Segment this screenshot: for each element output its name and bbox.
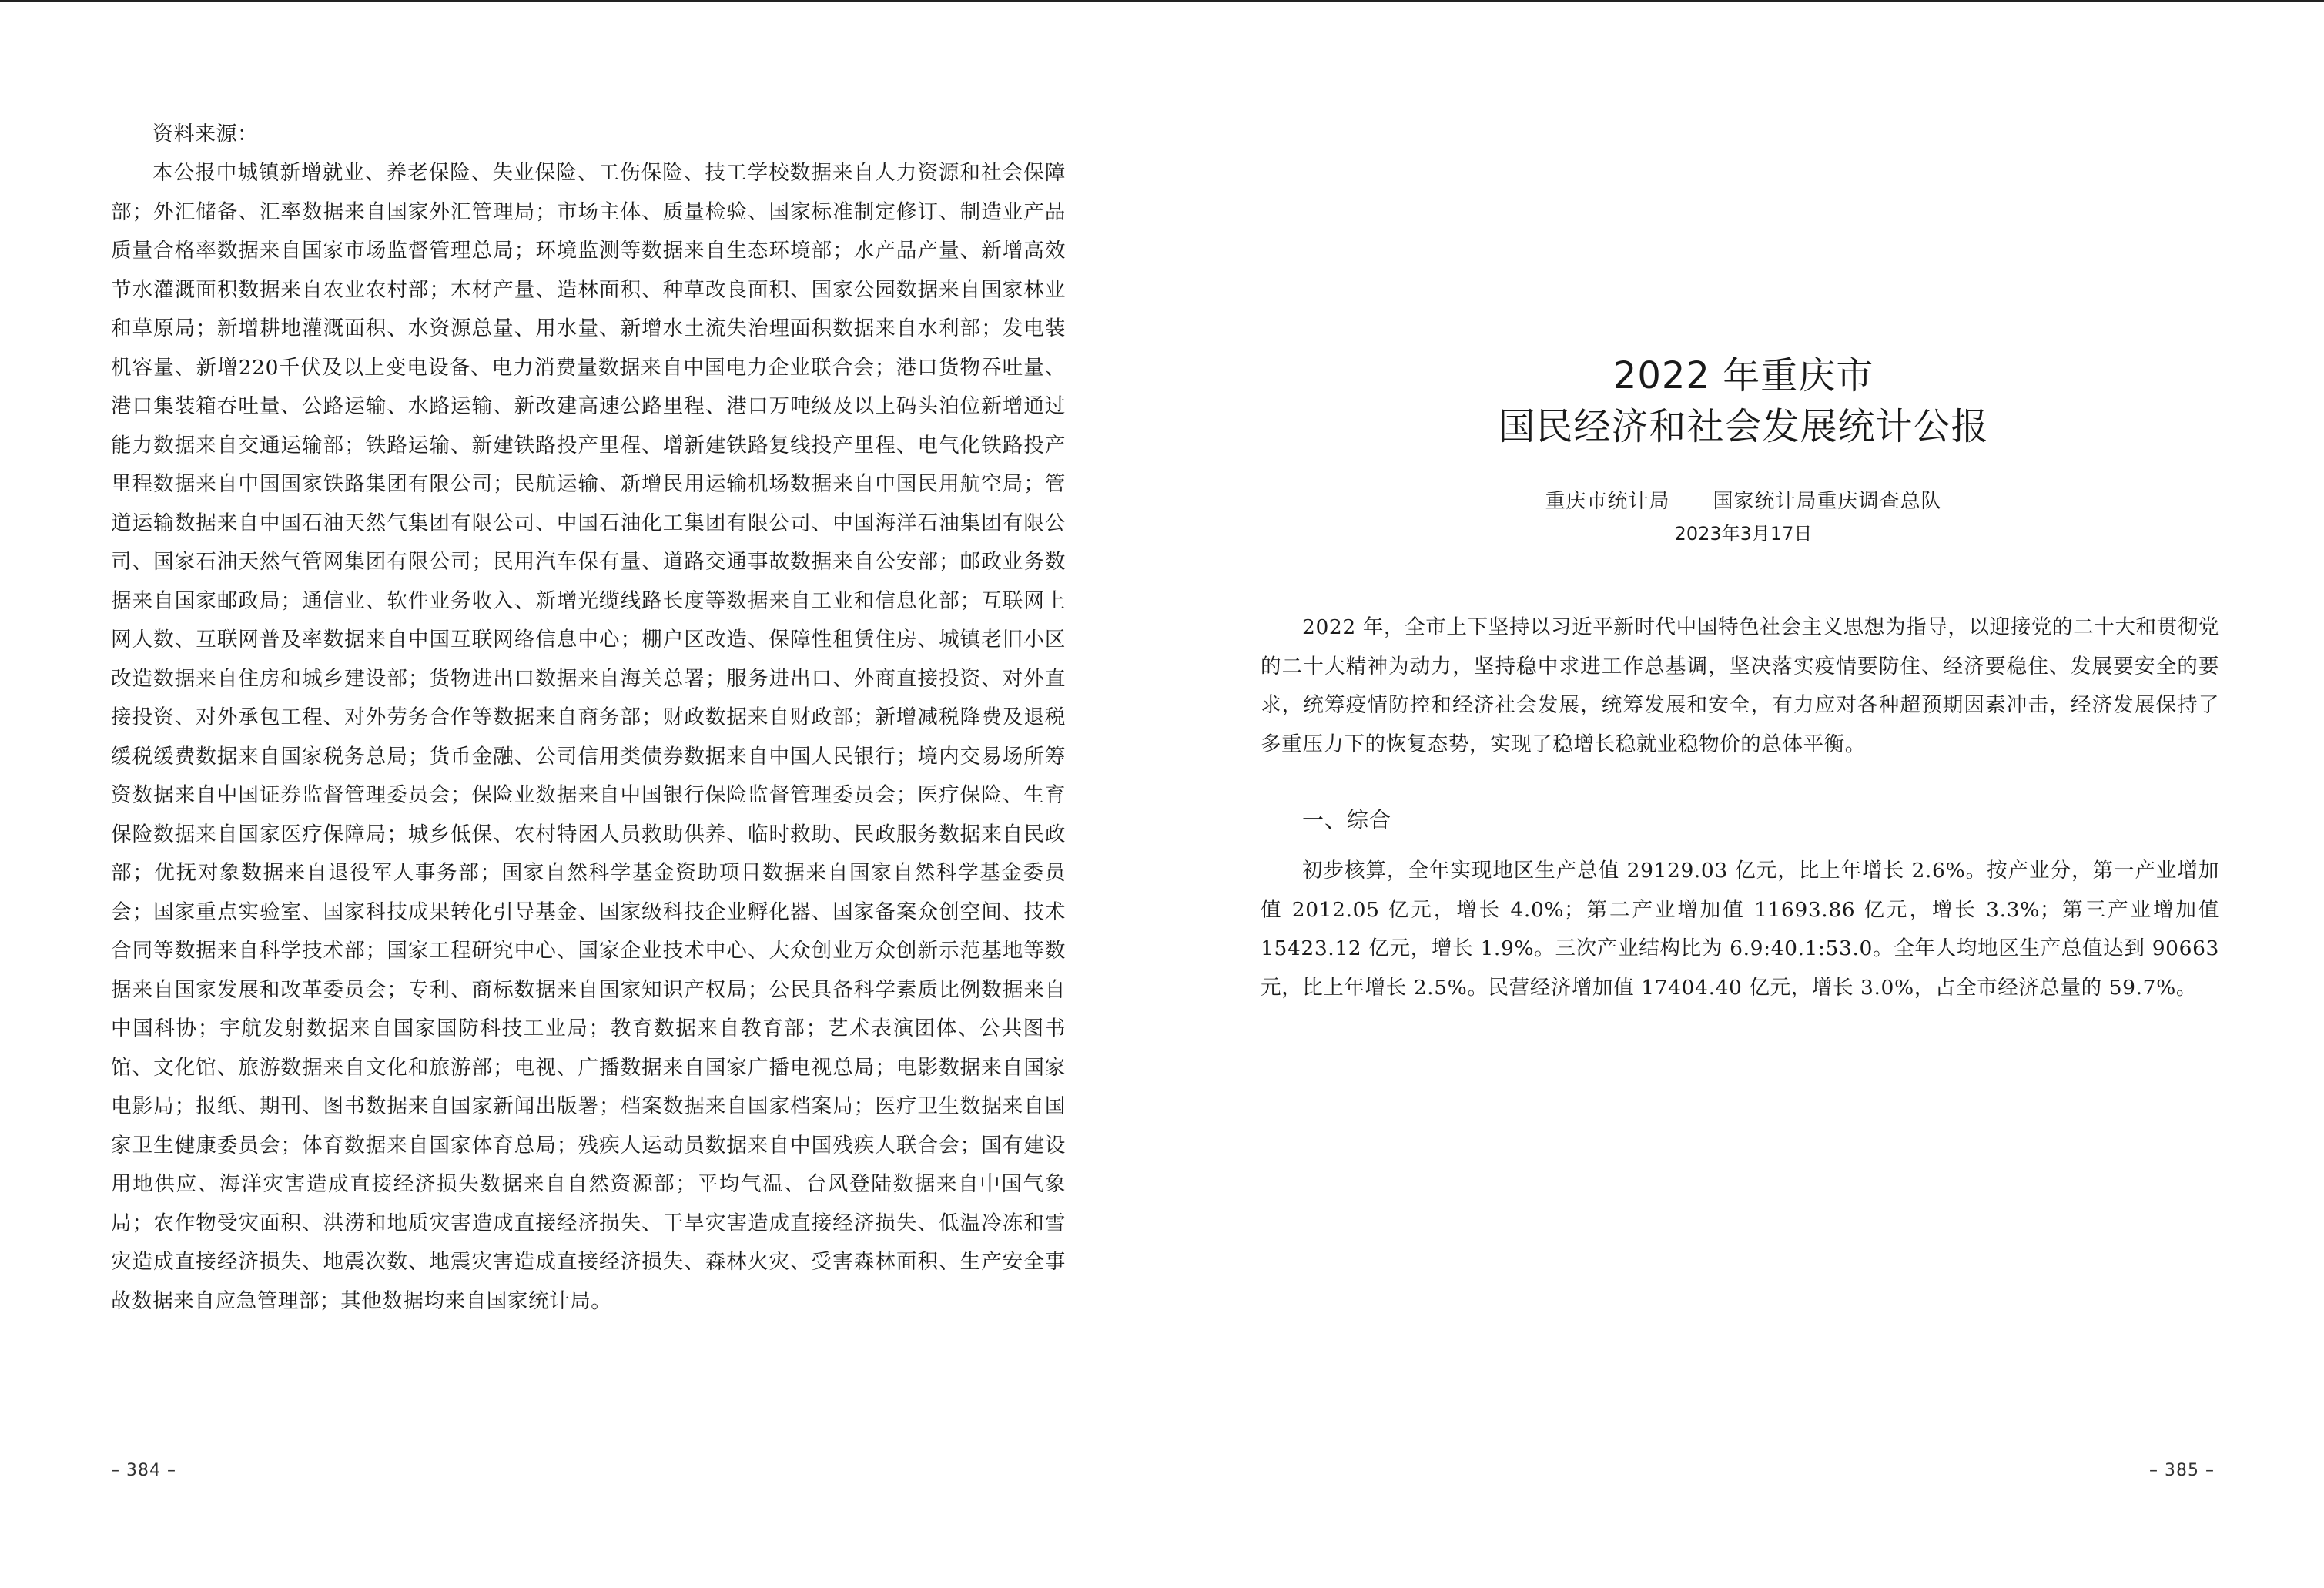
section-heading-overview: 一、综合 [1302, 807, 1392, 833]
page-number-right: – 385 – [2149, 1461, 2215, 1480]
section-overview-paragraph: 初步核算，全年实现地区生产总值 29129.03 亿元，比上年增长 2.6%。按产业分，第一产业增加值 2012.05 亿元，增长 4.0%；第二产业增加值 11693.86 亿元，增长 3.3%；第三产业增加值 15423.12 亿元，增长 1.9%。三次产业结构比为 6.9:40.1:53.0。全年人均地区生产总值达到 90663 元，比上年增长 2.5%。民营经济增加值 17404.40 亿元，增长 3.0%，占全市经济总量的 59.7%。 [1261, 859, 2219, 1000]
page-title-line1: 2022 年重庆市 [1612, 354, 1874, 397]
intro-paragraph: 2022 年，全市上下坚持以习近平新时代中国特色社会主义思想为指导，以迎接党的二十大和贯彻党的二十大精神为动力，坚持稳中求进工作总基调，坚决落实疫情要防住、经济要稳住、发展要安全的要求，统筹疫情防控和经济社会发展，统筹发展和安全，有力应对各种超预期因素冲击，经济发展保持了多重压力下的恢复态势，实现了稳增长稳就业稳物价的总体平衡。 [1261, 615, 2219, 756]
page-number-left: – 384 – [111, 1461, 176, 1480]
author-stats-bureau: 重庆市统计局 [1545, 490, 1670, 513]
publication-date: 2023年3月17日 [1674, 523, 1813, 544]
sources-paragraph: 本公报中城镇新增就业、养老保险、失业保险、工伤保险、技工学校数据来自人力资源和社会保障部；外汇储备、汇率数据来自国家外汇管理局；市场主体、质量检验、国家标准制定修订、制造业产品质量合格率数据来自国家市场监督管理总局；环境监测等数据来自生态环境部；水产品产量、新增高效节水灌溉面积数据来自农业农村部；木材产量、造林面积、种草改良面积、国家公园数据来自国家林业和草原局；新增耕地灌溉面积、水资源总量、用水量、新增水土流失治理面积数据来自水利部；发电装机容量、新增220千伏及以上变电设备、电力消费量数据来自中国电力企业联合会；港口货物吞吐量、港口集装箱吞吐量、公路运输、水路运输、新改建高速公路里程、港口万吨级及以上码头泊位新增通过能力数据来自交通运输部；铁路运输、新建铁路投产里程、增新建铁路复线投产里程、电气化铁路投产里程数据来自中国国家铁路集团有限公司；民航运输、新增民用运输机场数据来自中国民用航空局；管道运输数据来自中国石油天然气集团有限公司、中国石油化工集团有限公司、中国海洋石油集团有限公司、国家石油天然气管网集团有限公司；民用汽车保有量、道路交通事故数据来自公安部；邮政业务数据来自国家邮政局；通信业、软件业务收入、新增光缆线路长度等数据来自工业和信息化部；互联网上网人数、互联网普及率数据来自中国互联网络信息中心；棚户区改造、保障性租赁住房、城镇老旧小区改造数据来自住房和城乡建设部；货物进出口数据来自海关总署；服务进出口、外商直接投资、对外直接投资、对外承包工程、对外劳务合作等数据来自商务部；财政数据来自财政部；新增减税降费及退税缓税缓费数据来自国家税务总局；货币金融、公司信用类债券数据来自中国人民银行；境内交易场所筹资数据来自中国证券监督管理委员会；保险业数据来自中国银行保险监督管理委员会；医疗保险、生育保险数据来自国家医疗保障局；城乡低保、农村特困人员救助供养、临时救助、民政服务数据来自民政部；优抚对象数据来自退役军人事务部；国家自然科学基金资助项目数据来自国家自然科学基金委员会；国家重点实验室、国家科技成果转化引导基金、国家级科技企业孵化器、国家备案众创空间、技术合同等数据来自科学技术部；国家工程研究中心、国家企业技术中心、大众创业万众创新示范基地等数据来自国家发展和改革委员会；专利、商标数据来自国家知识产权局；公民具备科学素质比例数据来自中国科协；宇航发射数据来自国家国防科技工业局；教育数据来自教育部；艺术表演团体、公共图书馆、文化馆、旅游数据来自文化和旅游部；电视、广播数据来自国家广播电视总局；电影数据来自国家电影局；报纸、期刊、图书数据来自国家新闻出版署；档案数据来自国家档案局；医疗卫生数据来自国家卫生健康委员会；体育数据来自国家体育总局；残疾人运动员数据来自中国残疾人联合会；国有建设用地供应、海洋灾害造成直接经济损失数据来自自然资源部；平均气温、台风登陆数据来自中国气象局；农作物受灾面积、洪涝和地质灾害造成直接经济损失、干旱灾害造成直接经济损失、低温冷冻和雪灾造成直接经济损失、地震次数、地震灾害造成直接经济损失、森林火灾、受害森林面积、生产安全事故数据来自应急管理部；其他数据均来自国家统计局。 [111, 161, 1066, 1313]
report-body [1261, 608, 2219, 1007]
authors-line [1224, 484, 2263, 518]
page-title-line2: 国民经济和社会发展统计公报 [1498, 405, 1989, 448]
sources-section [111, 116, 1066, 1321]
right-page [1162, 0, 2324, 1588]
title-block [1224, 350, 2263, 549]
author-survey-team: 国家统计局重庆调查总队 [1713, 490, 1942, 513]
sources-heading: 资料来源： [152, 122, 259, 146]
